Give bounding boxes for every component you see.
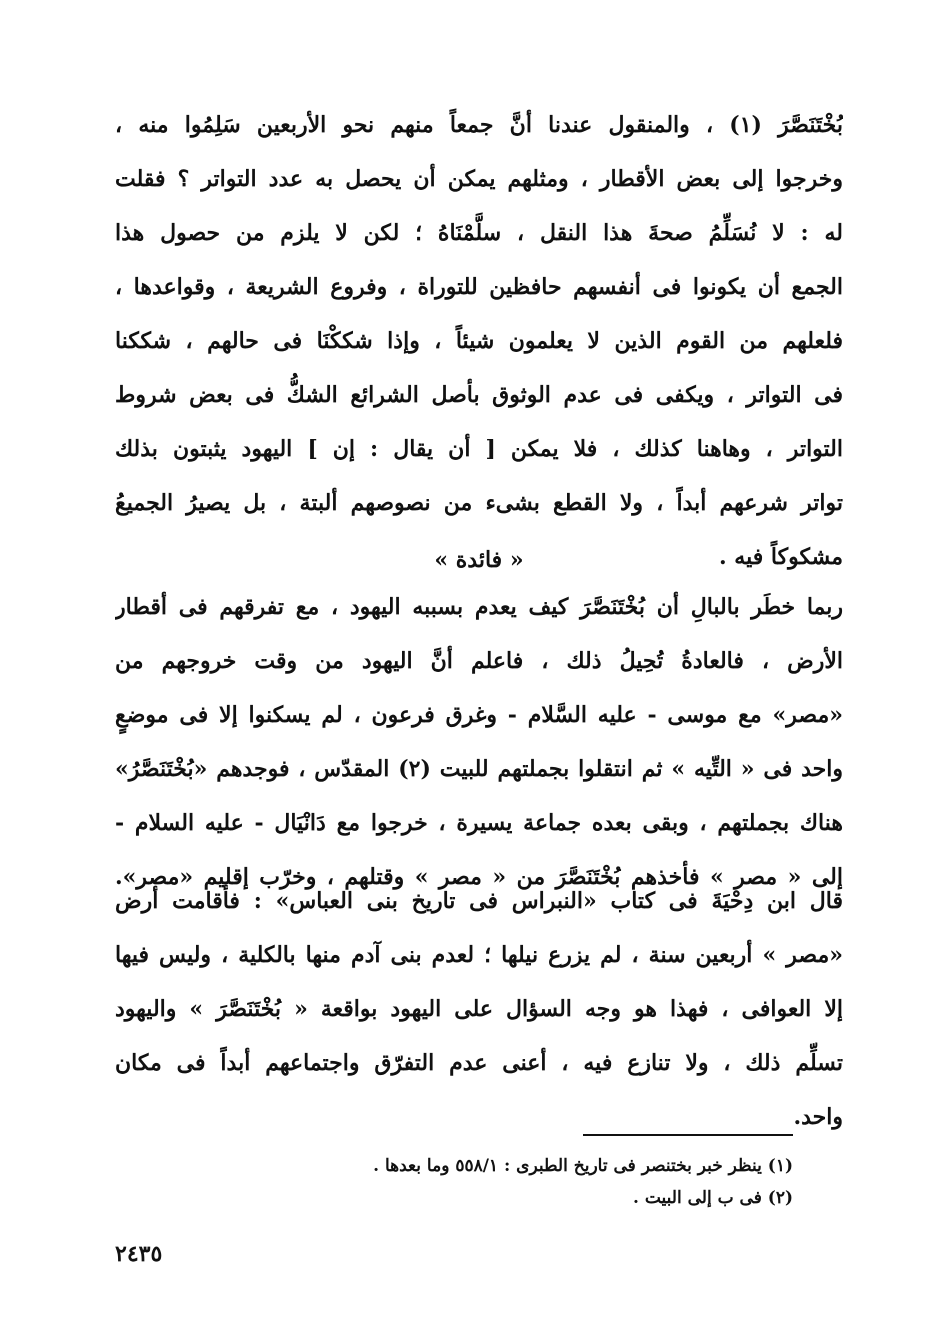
text-line: إلى « مصر » فأخذهم بُخْتَنَصَّرَ من « مصر » وقتلهم ، وخرّب إقليم «مصر».: [115, 864, 843, 890]
text-line: وخرجوا إلى بعض الأقطار ، ومثلهم يمكن أن يحصل به عدد التواتر ؟ فقلت: [115, 166, 843, 192]
text-line: واحد.: [793, 1104, 843, 1130]
footnotes: [115, 1150, 793, 1214]
footnote-divider: [583, 1134, 793, 1136]
text-line: هناك بجملتهم ، وبقى بعده جماعة يسيرة ، خرجوا مع دَانْيَال - عليه السلام -: [115, 810, 843, 836]
text-line: فلعلهم من القوم الذين لا يعلمون شيئاً ، وإذا شككْنَا فى حالهم ، شككنا: [115, 328, 843, 354]
paragraph-2: [115, 580, 843, 904]
text-line: مشكوكاً فيه .: [718, 544, 843, 570]
text-line: إلا العوافى ، فهذا هو وجه السؤال على اليهود بواقعة « بُخْتَنَصَّرَ » واليهود: [115, 996, 843, 1022]
text-line: التواتر ، وهاهنا كذلك ، فلا يمكن [ أن يقال : إن ] اليهود يثبتون بذلك: [115, 436, 843, 462]
footnote-1: (١) ينظر خبر بختنصر فى تاريخ الطبرى : ٥٥٨/١ وما بعدها .: [373, 1156, 793, 1176]
paragraph-1: [115, 98, 843, 584]
text-line: تسلِّم ذلك ، ولا تنازع فيه ، أعنى عدم التفرّق واجتماعهم أبداً فى مكان: [115, 1050, 843, 1076]
text-line: بُخْتَنَصَّرَ (١) ، والمنقول عندنا أنَّ جمعاً منهم نحو الأربعين سَلِمُوا منه ،: [115, 112, 843, 138]
text-line: فى التواتر ، ويكفى فى عدم الوثوق بأصل الشرائع الشكُّ فى بعض شروط: [115, 382, 843, 408]
footnote-2: (٢) فى ب إلى البيت .: [633, 1188, 793, 1208]
section-heading: « فائدة »: [434, 547, 524, 573]
text-line: واحد فى « التِّيه » ثم انتقلوا بجملتهم للبيت (٢) المقدّس ، فوجدهم «بُخْتَنَصَّرُ»: [115, 756, 843, 782]
text-line: الجمع أن يكونوا فى أنفسهم حافظين للتوراة ، وفروع الشريعة ، وقواعدها ،: [115, 274, 843, 300]
text-line: ربما خطَر بالبالِ أن بُخْتَنَصَّرَ كيف يعدم بسببه اليهود ، مع تفرقهم فى أقطار: [115, 594, 843, 620]
paragraph-3: [115, 874, 843, 1144]
text-line: «مصر» مع موسى - عليه السَّلام - وغرق فرعون ، لم يسكنوا إلا فى موضعٍ: [115, 702, 843, 728]
text-line: تواتر شرعهم أبداً ، ولا القطع بشىء من نصوصهم ألبتة ، بل يصيرُ الجميعُ: [115, 490, 843, 516]
text-line: «مصر » أربعين سنة ، لم يزرع نيلها ؛ لعدم بنى آدم منها بالكلية ، وليس فيها: [115, 942, 843, 968]
text-line: له : لا نُسَلِّمُ صحةَ هذا النقل ، سلَّمْنَاهُ ؛ لكن لا يلزم من حصول هذا: [115, 220, 843, 246]
text-line: الأرض ، فالعادةُ تُحِيلُ ذلك ، فاعلم أنَّ اليهود من وقت خروجهم من: [115, 648, 843, 674]
text-line: قال ابن دِحْيَةَ فى كتاب «النبراس فى تاريخ بنى العباس» : فأقامت أرض: [115, 888, 843, 914]
page-number: ٢٤٣٥: [115, 1241, 163, 1267]
